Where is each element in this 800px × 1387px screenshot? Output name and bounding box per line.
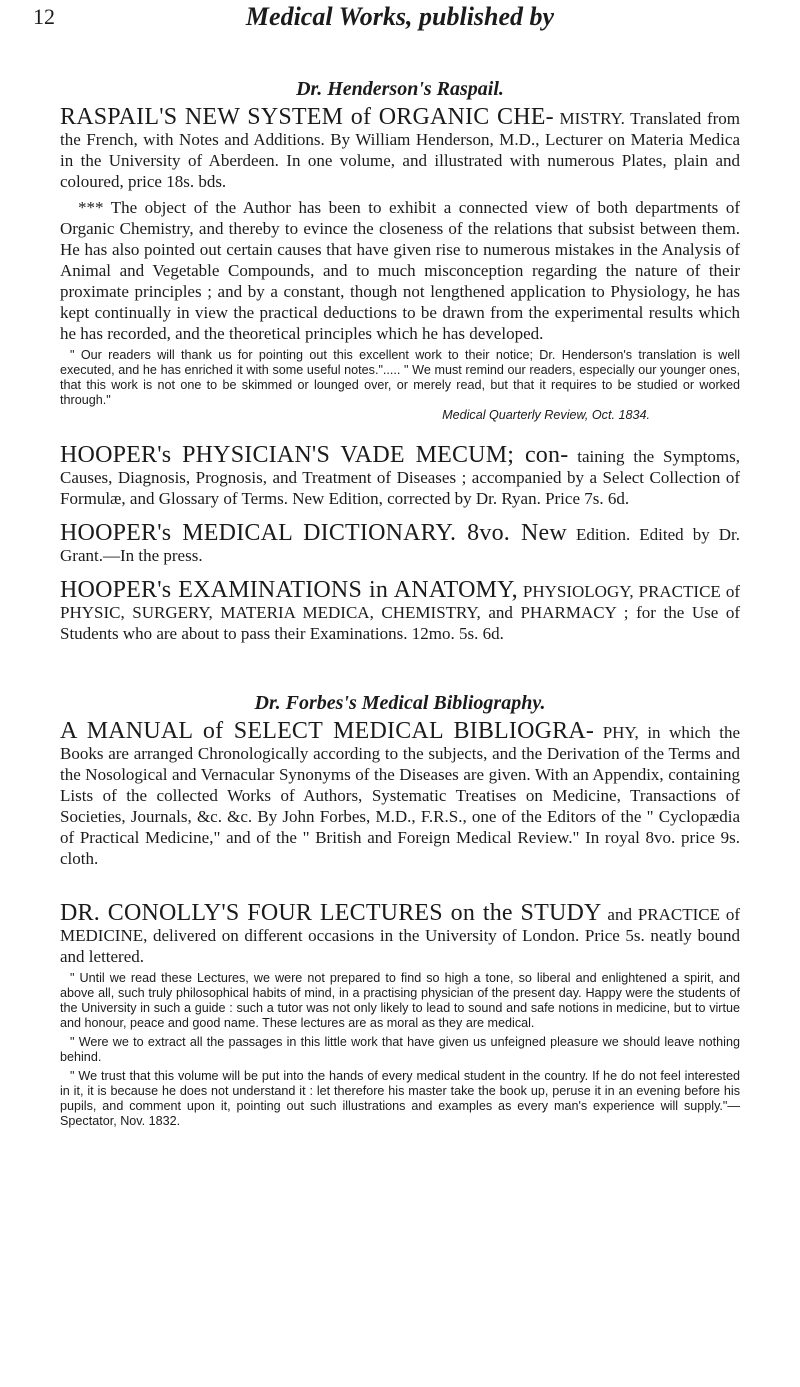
section-heading-forbes: Dr. Forbes's Medical Bibliography.: [254, 692, 546, 714]
entry-text: Edition. Edited by Dr. Grant.—In the press.: [60, 525, 741, 565]
book-entry-raspail: [60, 104, 740, 192]
entry-title: DR. CONOLLY'S FOUR LECTURES on the STUDY: [60, 900, 602, 926]
section-heading-henderson: Dr. Henderson's Raspail.: [296, 78, 504, 100]
review-quote: " We trust that this volume will be put into the hands of every medical student in the country. If he do not feel interested in it, it is because he does not understand it : let therefore his master take the book up, peruse it in an evening before his pupils, and comment upon it, pointing out such illustrations and examples as every man's experience will supply."—Spectator, Nov. 1832.: [60, 1069, 740, 1128]
book-entry-examinations: [60, 577, 741, 644]
book-entry-bibliography: [60, 718, 741, 869]
entry-text: MISTRY. Translated from the French, with Notes and Additions. By William Henderson, M.D., Lecturer on Materia Medica in the University of Aberdeen. In one volume, and illustrated with numerous Plates, plain and coloured, price 18s. bds.: [60, 109, 740, 191]
review-quote: " Our readers will thank us for pointing out this excellent work to their notice; Dr. Henderson's translation is well executed, and he has enriched it with some useful notes."..... " We must remind our readers, especially our younger ones, that this work is not one to be skimmed or lounged over, or merely read, but that it requires to be studied or worked through.": [60, 348, 740, 407]
running-head: [33, 4, 767, 44]
entry-title: A MANUAL of SELECT MEDICAL BIBLIOGRA-: [60, 718, 595, 744]
review-quote: " Were we to extract all the passages in this little work that have given us unfeigned pleasure we should leave nothing behind.: [60, 1035, 740, 1064]
book-entry-conolly: [60, 900, 741, 967]
entry-text: and PRACTICE of MEDICINE, delivered on different occasions in the University of London. Price 5s. neatly bound and lettered.: [60, 905, 741, 966]
page-content: [60, 78, 740, 1129]
page-number: 12: [33, 4, 55, 29]
book-entry-dictionary: [60, 520, 741, 566]
review-quote: " Until we read these Lectures, we were not prepared to find so high a tone, so liberal and enlightened a spirit, and above all, such truly philosophical habits of mind, in a practising physician of the present day. Happy were the students of the University in such a guide : such a tutor was not only likely to lead to sound and safe notions in medicine, but to virtue and honour, peace and good name. These lectures are as moral as they are medical.: [60, 971, 740, 1030]
entry-text: taining the Symptoms, Causes, Diagnosis, Prognosis, and Treatment of Diseases ; accompanied by a Select Collection of Formulæ, and Glossary of Terms. New Edition, corrected by Dr. Ryan. Price 7s. 6d.: [60, 447, 740, 508]
entry-title: HOOPER's PHYSICIAN'S VADE MECUM; con-: [60, 442, 569, 468]
quote-source: Medical Quarterly Review, Oct. 1834.: [442, 408, 650, 422]
entry-title: RASPAIL'S NEW SYSTEM of ORGANIC CHE-: [60, 104, 554, 130]
editorial-note: *** The object of the Author has been to exhibit a connected view of both departments of Organic Chemistry, and thereby to evince the closeness of the relations that subsist between them. He has also pointed out certain causes that have given rise to numerous mistakes in the Analysis of Animal and Vegetable Compounds, and to much misconception regarding the nature of their proximate principles ; and by a constant, though not lengthened application to Physiology, he has kept continually in view the practical deductions to be drawn from the experimental results which he has recorded, and the theoretical principles which he has developed.: [60, 198, 740, 343]
entry-text: PHYSIOLOGY, PRACTICE of PHYSIC, SURGERY, MATERIA MEDICA, CHEMISTRY, and PHARMACY ; for the Use of Students who are about to pass their Examinations. 12mo. 5s. 6d.: [60, 582, 741, 643]
entry-title: HOOPER's EXAMINATIONS in ANATOMY,: [60, 577, 518, 603]
running-title: Medical Works, published by: [245, 2, 555, 31]
entry-title: HOOPER's MEDICAL DICTIONARY. 8vo. New: [60, 520, 567, 546]
entry-text: PHY, in which the Books are arranged Chronologically according to the subjects, and the Derivation of the Terms and the Nosological and Vernacular Synonyms of the Diseases are given. With an Appendix, containing Lists of the collected Works of Authors, Systematic Treatises on Medicine, Transactions of Societies, Journals, &c. &c. By John Forbes, M.D., F.R.S., one of the Editors of the " Cyclopædia of Practical Medicine," and of the " British and Foreign Medical Review." In royal 8vo. price 9s. cloth.: [60, 723, 741, 868]
book-entry-vade-mecum: [60, 442, 740, 509]
